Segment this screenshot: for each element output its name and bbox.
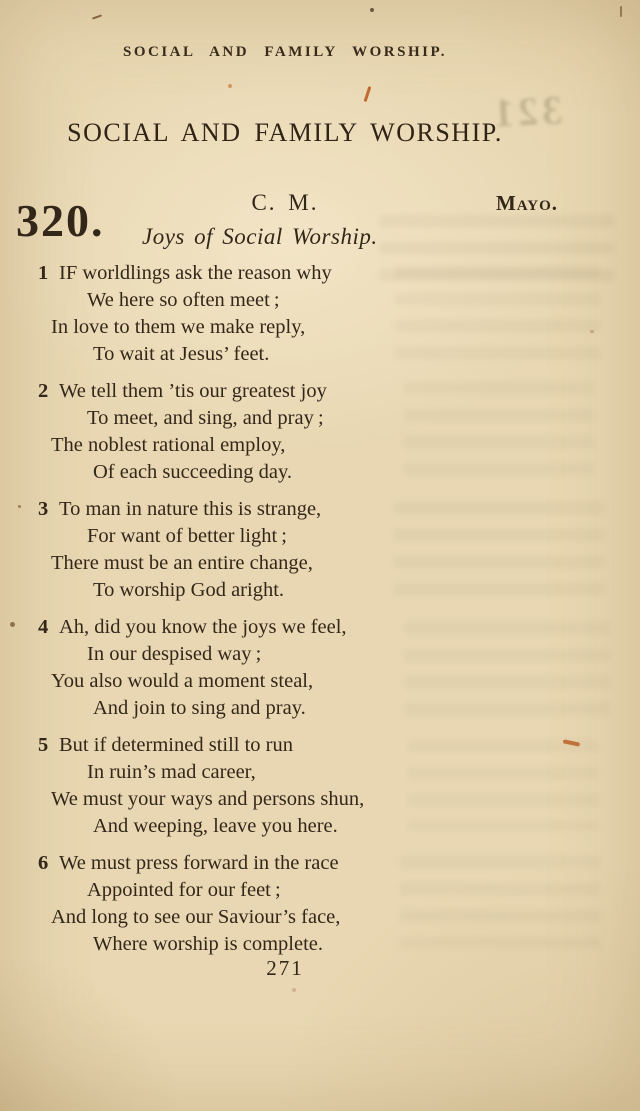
verse-3: [38, 496, 538, 604]
running-header: SOCIAL AND FAMILY WORSHIP.: [122, 44, 447, 60]
verse-line: In our despised way ;: [87, 643, 262, 665]
verse-line: But if determined still to run: [59, 734, 294, 756]
verse-line: Ah, did you know the joys we feel,: [59, 616, 347, 638]
verse-number: 2: [38, 380, 49, 402]
verse-line: IF worldlings ask the reason why: [59, 262, 332, 284]
verse-line: To wait at Jesus’ feet.: [93, 343, 270, 365]
verse-line: And long to see our Saviour’s face,: [51, 906, 341, 928]
verse-line: We must press forward in the race: [59, 852, 339, 874]
verse-line: To man in nature this is strange,: [59, 498, 322, 520]
show-through-number: 321: [488, 87, 564, 136]
verse-line: In love to them we make reply,: [51, 316, 306, 338]
verse-number: 6: [38, 852, 49, 874]
paper-speck: [590, 330, 594, 333]
verse-number: 1: [38, 262, 49, 284]
verse-line: And join to sing and pray.: [93, 697, 306, 719]
hymn-number: 320.: [16, 195, 105, 246]
paper-speck: [620, 6, 622, 17]
verse-5: [38, 732, 538, 840]
verse-line: Where worship is complete.: [93, 933, 323, 955]
verse-number: 3: [38, 498, 49, 520]
verse-line: For want of better light ;: [87, 525, 287, 547]
verse-line: And weeping, leave you here.: [93, 815, 338, 837]
verse-line: In ruin’s mad career,: [87, 761, 256, 783]
hymn-verses: [38, 260, 538, 968]
paper-speck: [10, 622, 15, 627]
hymn-meter: C. M.: [251, 190, 319, 215]
verse-line: To meet, and sing, and pray ;: [87, 407, 324, 429]
page-content: [16, 0, 558, 1111]
hymn-title: Joys of Social Worship.: [142, 224, 378, 249]
verse-line: To worship God aright.: [93, 579, 285, 601]
verse-line: We must your ways and persons shun,: [51, 788, 365, 810]
verse-line: There must be an entire change,: [51, 552, 313, 574]
verse-line: Of each succeeding day.: [93, 461, 293, 483]
verse-1: [38, 260, 538, 368]
hymn-header: [16, 190, 558, 262]
verse-number: 4: [38, 616, 49, 638]
verse-line: The noblest rational employ,: [51, 434, 286, 456]
verse-number: 5: [38, 734, 49, 756]
verse-line: We here so often meet ;: [87, 289, 280, 311]
verse-line: You also would a moment steal,: [51, 670, 314, 692]
verse-2: [38, 378, 538, 486]
section-title: SOCIAL AND FAMILY WORSHIP.: [67, 118, 503, 147]
verse-6: [38, 850, 538, 958]
verse-4: [38, 614, 538, 722]
hymn-tune-name: Mayo.: [495, 191, 558, 215]
page-number: 271: [266, 956, 304, 980]
verse-line: We tell them ’tis our greatest joy: [59, 380, 327, 402]
verse-line: Appointed for our feet ;: [87, 879, 281, 901]
